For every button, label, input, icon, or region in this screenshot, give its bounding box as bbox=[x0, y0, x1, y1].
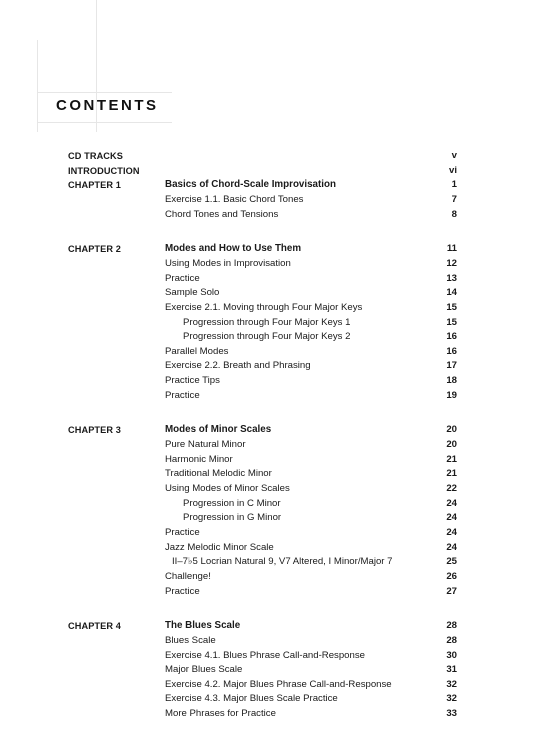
toc-row bbox=[0, 541, 560, 555]
toc-entry-title: Practice bbox=[165, 272, 200, 284]
toc-row bbox=[0, 649, 560, 663]
toc-page-number: 16 bbox=[446, 331, 457, 343]
toc-entry-title: Pure Natural Minor bbox=[165, 439, 246, 451]
toc-entry-title: Practice Tips bbox=[165, 375, 220, 387]
toc-entry-title: Chord Tones and Tensions bbox=[165, 208, 279, 220]
toc-row bbox=[0, 301, 560, 315]
toc-entry-title: Harmonic Minor bbox=[165, 453, 233, 465]
toc-entry-title: Practice bbox=[165, 585, 200, 597]
toc-entry-title: Traditional Melodic Minor bbox=[165, 468, 272, 480]
toc-chapter-title: Basics of Chord-Scale Improvisation bbox=[165, 179, 336, 191]
toc-entry-title: II–7♭5 Locrian Natural 9, V7 Altered, I Minor/Major 7 bbox=[172, 556, 393, 568]
toc-page-number: 13 bbox=[446, 272, 457, 284]
toc-chapter-label: CHAPTER 1 bbox=[68, 180, 121, 191]
toc-page-number: 28 bbox=[446, 620, 457, 632]
toc-page-number: 33 bbox=[446, 708, 457, 720]
toc-entry-title: Using Modes of Minor Scales bbox=[165, 483, 290, 494]
toc-page-number: 26 bbox=[446, 570, 457, 582]
guide-line bbox=[37, 92, 172, 93]
toc-page-number: 1 bbox=[451, 179, 457, 191]
toc-row bbox=[0, 330, 560, 344]
toc-chapter-label: CHAPTER 2 bbox=[68, 244, 121, 255]
toc-row bbox=[0, 178, 560, 192]
toc-row bbox=[0, 634, 560, 648]
toc-entry-title: Exercise 2.1. Moving through Four Major Keys bbox=[165, 301, 363, 313]
toc-page-number: 8 bbox=[451, 208, 457, 220]
toc-chapter-title: Modes of Minor Scales bbox=[165, 424, 272, 436]
toc-page-number: 20 bbox=[446, 439, 457, 451]
toc-entry-title: Blues Scale bbox=[165, 634, 216, 646]
toc-entry-title: Sample Solo bbox=[165, 287, 220, 299]
toc-row bbox=[0, 242, 560, 256]
toc-row bbox=[0, 208, 560, 222]
toc-row bbox=[0, 570, 560, 584]
toc-page-number: 30 bbox=[446, 649, 457, 661]
toc-page-number: 14 bbox=[446, 287, 457, 299]
page-title: CONTENTS bbox=[56, 97, 159, 114]
toc-row bbox=[0, 482, 560, 496]
toc-row bbox=[0, 438, 560, 452]
toc-row bbox=[0, 164, 560, 178]
toc-row bbox=[0, 345, 560, 359]
toc-entry-title: Using Modes in Improvisation bbox=[165, 257, 291, 269]
toc-row bbox=[0, 619, 560, 633]
toc-page-number: 24 bbox=[446, 512, 457, 524]
toc-row bbox=[0, 286, 560, 300]
toc-page-number: 7 bbox=[451, 193, 457, 205]
toc-chapter-label: CHAPTER 4 bbox=[68, 621, 121, 632]
toc-entry-title: Exercise 4.2. Major Blues Phrase Call-and-Response bbox=[165, 678, 392, 690]
toc-page-number: 16 bbox=[446, 345, 457, 357]
toc-entry-title: More Phrases for Practice bbox=[165, 708, 276, 720]
toc-row bbox=[0, 663, 560, 677]
toc-entry-title: Major Blues Scale bbox=[165, 664, 243, 676]
toc-page-number: vi bbox=[448, 164, 457, 176]
toc-page-number: 25 bbox=[446, 556, 457, 568]
toc-row bbox=[0, 359, 560, 373]
toc-row bbox=[0, 707, 560, 721]
toc-page-number: 31 bbox=[446, 664, 457, 676]
toc-chapter-label: CHAPTER 3 bbox=[68, 425, 121, 436]
toc-page-number: 28 bbox=[446, 634, 457, 646]
toc-entry-title: Jazz Melodic Minor Scale bbox=[165, 541, 274, 553]
toc-page-number: 12 bbox=[446, 257, 457, 269]
toc-row bbox=[0, 423, 560, 437]
toc-row bbox=[0, 467, 560, 481]
toc-entry-title: Practice bbox=[165, 389, 200, 401]
toc-page-number: 24 bbox=[446, 497, 457, 509]
toc-entry-title: Exercise 4.1. Blues Phrase Call-and-Response bbox=[165, 649, 365, 661]
guide-line bbox=[37, 40, 38, 132]
toc-row bbox=[0, 511, 560, 525]
toc-entry-title: Progression in G Minor bbox=[183, 512, 282, 524]
toc-row bbox=[0, 193, 560, 207]
toc-chapter-title: Modes and How to Use Them bbox=[165, 243, 302, 255]
toc-page-number: 17 bbox=[446, 360, 457, 372]
toc-front-label: CD TRACKS bbox=[68, 151, 124, 161]
toc-entry-title: Parallel Modes bbox=[165, 345, 229, 357]
toc-page-number: 19 bbox=[446, 389, 457, 401]
guide-line bbox=[37, 122, 172, 123]
toc-page-number: 24 bbox=[446, 541, 457, 553]
toc-row bbox=[0, 374, 560, 388]
toc-page-number: 11 bbox=[446, 243, 457, 255]
toc-page-number: 32 bbox=[446, 693, 457, 705]
toc-entry-title: Exercise 1.1. Basic Chord Tones bbox=[165, 193, 304, 205]
toc-row bbox=[0, 149, 560, 163]
toc-entry-title: Progression through Four Major Keys 1 bbox=[183, 316, 351, 328]
toc-page-number: 27 bbox=[446, 585, 457, 597]
toc-page-number: 20 bbox=[446, 424, 457, 436]
toc-entry-title: Progression in C Minor bbox=[183, 497, 281, 509]
toc-page-number: 22 bbox=[446, 483, 457, 494]
toc-row bbox=[0, 526, 560, 540]
toc-row bbox=[0, 453, 560, 467]
toc-page-number: 15 bbox=[446, 316, 457, 328]
toc-page-number: 18 bbox=[446, 375, 457, 387]
toc-page-number: 24 bbox=[446, 526, 457, 538]
toc-entry-title: Practice bbox=[165, 526, 200, 538]
toc-row bbox=[0, 272, 560, 286]
toc-entry-title: Exercise 4.3. Major Blues Scale Practice bbox=[165, 693, 338, 705]
toc-page-number: v bbox=[451, 150, 457, 161]
toc-row bbox=[0, 678, 560, 692]
toc-chapter-title: The Blues Scale bbox=[165, 620, 241, 632]
toc-page-number: 32 bbox=[446, 678, 457, 690]
toc-front-label: INTRODUCTION bbox=[68, 165, 140, 176]
toc-page-number: 21 bbox=[446, 468, 457, 480]
toc-entry-title: Exercise 2.2. Breath and Phrasing bbox=[165, 360, 311, 372]
toc-row bbox=[0, 389, 560, 403]
toc-row bbox=[0, 692, 560, 706]
toc-row bbox=[0, 585, 560, 599]
toc-page-number: 15 bbox=[446, 301, 457, 313]
toc-row bbox=[0, 555, 560, 569]
toc-row bbox=[0, 497, 560, 511]
toc-entry-title: Progression through Four Major Keys 2 bbox=[183, 331, 351, 343]
toc-row bbox=[0, 316, 560, 330]
toc-page-number: 21 bbox=[446, 453, 457, 465]
toc-entry-title: Challenge! bbox=[165, 570, 211, 582]
toc-row bbox=[0, 257, 560, 271]
